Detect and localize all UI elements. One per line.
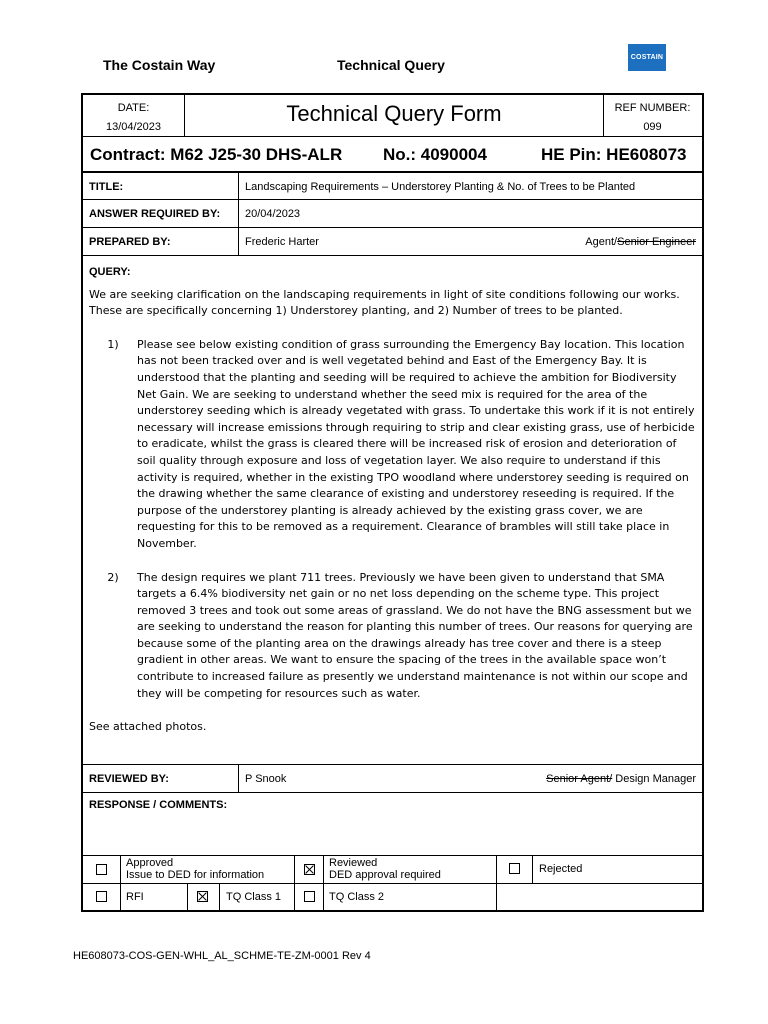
query-item-text: The design requires we plant 711 trees. Previously we have been given to understand that SMA targets a 6.4% biodiversity net gain or no net loss depending on the scheme type. This project removed 3 trees and took out some areas of grassland. We do not have the BNG assessment but we are seeking to understand the reason for planting this number of trees. Our reasons for querying are because some of the planting area on the drawings already has tree cover and there is a steep gradient in other areas. We want to ensure the spacing of the trees in the available space won’t contribute to increased failure as presently we understand maintenance is not within our scope and they will be competing for resources such as water. [137,570,693,700]
reviewed-by-row [83,765,702,793]
prepared-by-value: Frederic Harter [245,236,319,248]
reviewed-by-label: REVIEWED BY: [89,773,169,785]
technical-query-form [81,93,704,912]
header-left: The Costain Way [103,57,216,73]
reviewed-line1: Reviewed [329,857,378,869]
query-section [83,256,702,765]
rejected-label: Rejected [539,863,583,875]
header-center: Technical Query [337,57,445,73]
title-value: Landscaping Requirements – Understorey Planting & No. of Trees to be Planted [245,181,636,193]
response-section [83,793,702,856]
reviewed-by-role [546,773,696,785]
reviewed-checkbox[interactable] [304,864,315,875]
title-row [83,173,702,200]
approved-line1: Approved [126,857,174,869]
reviewed-by-value: P Snook [245,773,287,785]
rejected-checkbox[interactable] [509,863,520,874]
query-item [89,570,695,703]
date-value: 13/04/2023 [105,121,162,133]
reviewed-line2: DED approval required [329,869,441,881]
prepared-by-row [83,228,702,256]
prepared-by-role [585,236,696,248]
class-options-row [83,884,702,910]
contract: Contract: M62 J25-30 DHS-ALR [90,145,343,164]
answer-required-label: ANSWER REQUIRED BY: [89,208,221,220]
ref-number-label: REF NUMBER: [614,102,691,114]
role-agent: Agent/ [585,236,618,248]
query-intro: We are seeking clarification on the landscaping requirements in light of site conditions following our works. These are specifically concerning 1) Understorey planting, and 2) Number of trees to be planted. [89,287,680,318]
he-pin: HE Pin: HE608073 [541,145,687,164]
role-design-manager: Design Manager [612,773,696,785]
date-label: DATE: [117,102,150,114]
contract-row [83,137,702,173]
tq-class-1-checkbox[interactable] [197,891,208,902]
tq-class-2-label: TQ Class 2 [329,891,385,903]
tq-class-2-checkbox[interactable] [304,891,315,902]
answer-required-value: 20/04/2023 [245,208,301,220]
approved-line2: Issue to DED for information [126,869,265,881]
document-footer: HE608073-COS-GEN-WHL_AL_SCHME-TE-ZM-0001 Rev 4 [73,950,371,962]
query-item [89,337,695,553]
query-item-number: 1) [107,337,119,351]
contract-number: No.: 4090004 [383,145,487,164]
rfi-checkbox[interactable] [96,891,107,902]
query-photos: See attached photos. [89,720,207,734]
role-senior-agent-struck: Senior Agent/ [546,773,613,785]
response-label: RESPONSE / COMMENTS: [89,799,228,811]
costain-logo: COSTAIN [628,44,666,71]
status-options-row [83,856,702,884]
query-item-number: 2) [107,570,119,584]
rfi-label: RFI [126,891,144,903]
title-label: TITLE: [89,181,124,193]
query-item-text: Please see below existing condition of grass surrounding the Emergency Bay location. This location has not been tracked over and is well vegetated behind and East of the Emergency Bay. It is understood that the planting and seeding will be required to achieve the ambition for Biodiversity Net Gain. We are seeking to understand whether the seed mix is required for the area of the understorey seeding which is already vegetated with grass. To undertake this work if it is not entirely necessary will increase emissions through requiring to strip and clear existing grass, use of herbicide to eradicate, whilst the grass is cleared there will be increased risk of erosion and deterioration of soil quality through exposure and loss of vegetation layer. We also require to understand if this activity is required, whether in the existing TPO woodland where understorey seeding is required on the drawing whether the same clearance of existing and understorey reseeding is required. If the purpose of the understorey planting is already achieved by the existing grass cover, we are requesting for this to be removed as a requirement. Clearance of brambles will still take place in November. [137,337,695,550]
form-title: Technical Query Form [286,101,502,126]
approved-label [126,857,264,881]
ref-number-value: 099 [643,121,662,133]
role-senior-engineer-struck: Senior Engineer [617,236,696,248]
answer-required-row [83,200,702,228]
tq-class-1-label: TQ Class 1 [226,891,282,903]
form-header-row [83,95,702,137]
reviewed-option-label [329,857,441,881]
query-label: QUERY: [89,266,131,278]
prepared-by-label: PREPARED BY: [89,236,171,248]
approved-checkbox[interactable] [96,864,107,875]
